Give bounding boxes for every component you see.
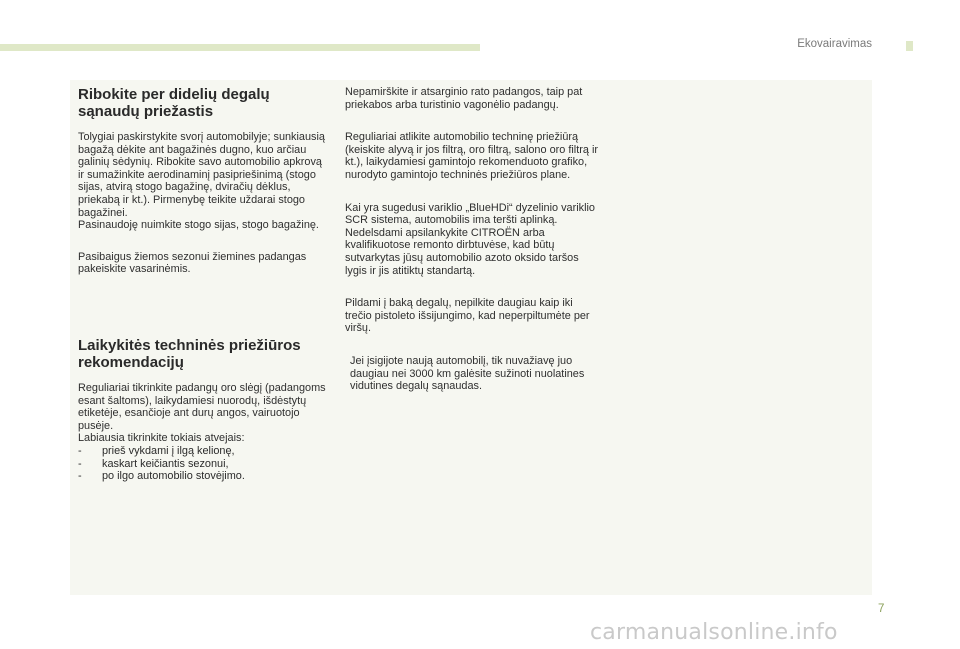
list-item bbox=[78, 445, 328, 458]
paragraph-check-when: Labiausia tikrinkite tokiais atvejais: bbox=[78, 432, 245, 445]
header-accent-bar bbox=[0, 44, 480, 51]
paragraph-service: Reguliariai atlikite automobilio techninę priežiūrą (keiskite alyvą ir jos filtrą, oro filtrą, salono oro filtrą ir kt.), laikydamiesi gamintojo rekomenduoto grafiko, nurodyto gamintojo techninės priežiūros plane. bbox=[345, 131, 598, 181]
left-column bbox=[78, 86, 328, 483]
heading-fuel-consumption: Ribokite per didelių degalų sąnaudų priežastis bbox=[78, 86, 270, 120]
paragraph-tyre-pressure: Reguliariai tikrinkite padangų oro slėgį (padangoms esant šaltoms), laikydamiesi nuorodų, išdėstytų etiketėje, esančioje ant durų angos, vairuotojo pusėje. bbox=[78, 381, 326, 432]
paragraph-remove-roof-bars: Pasinaudoję nuimkite stogo sijas, stogo bagažinę. bbox=[78, 219, 319, 232]
check-occasions-list bbox=[78, 445, 328, 483]
list-dash: - bbox=[78, 444, 82, 457]
paragraph-refuelling: Pildami į baką degalų, nepilkite daugiau kaip iki trečio pistoleto išsijungimo, kad neperpiltumėte per viršų. bbox=[345, 297, 590, 335]
note-new-vehicle: Jei įsigijote naują automobilį, tik nuvažiavę juo daugiau nei 3000 km galėsite sužinoti nuolatines vidutines degalų sąnaudas. bbox=[350, 354, 585, 393]
heading-maintenance: Laikykitės techninės priežiūros rekomendacijų bbox=[78, 336, 301, 371]
section-title: Ekovairavimas bbox=[797, 38, 872, 50]
watermark: carmanualsonline.info bbox=[590, 620, 838, 645]
list-item-text: kaskart keičiantis sezonui, bbox=[102, 457, 229, 470]
list-item bbox=[78, 470, 328, 483]
section-marker bbox=[906, 41, 913, 51]
list-dash: - bbox=[78, 457, 82, 470]
paragraph-scr-system: Kai yra sugedusi variklio „BlueHDi“ dyzelinio variklio SCR sistema, automobilis ima teršti aplinką. Nedelsdami apsilankykite CITROËN arba kvalifikuotose remonto dirbtuvėse, kad būtų sutvarkytas jūsų automobilio azoto oksido taršos lygis ir jis atitiktų standartą. bbox=[345, 201, 595, 277]
paragraph-winter-tyres: Pasibaigus žiemos sezonui žiemines padangas pakeiskite vasarinėmis. bbox=[78, 250, 307, 276]
list-item bbox=[78, 458, 328, 471]
right-column bbox=[345, 86, 600, 393]
list-item-text: po ilgo automobilio stovėjimo. bbox=[102, 470, 245, 483]
page-number: 7 bbox=[878, 603, 885, 615]
list-item-text: prieš vykdami į ilgą kelionę, bbox=[102, 444, 235, 457]
list-dash: - bbox=[78, 470, 82, 483]
paragraph-load-distribution: Tolygiai paskirstykite svorį automobilyje; sunkiausią bagažą dėkite ant bagažinės dugno, kuo arčiau galinių sėdynių. Ribokite savo automobilio apkrovą ir sumažinkite aerodinaminį pasipriešinimą (stogo sijas, atvirą stogo bagažinę, dviračių dėklus, priekabą ir kt.). Pirmenybę teikite uždarai stogo bagažinei. bbox=[78, 131, 325, 219]
paragraph-spare-tyre: Nepamirškite ir atsarginio rato padangos, taip pat priekabos arba turistinio vagonėlio padangų. bbox=[345, 86, 583, 111]
